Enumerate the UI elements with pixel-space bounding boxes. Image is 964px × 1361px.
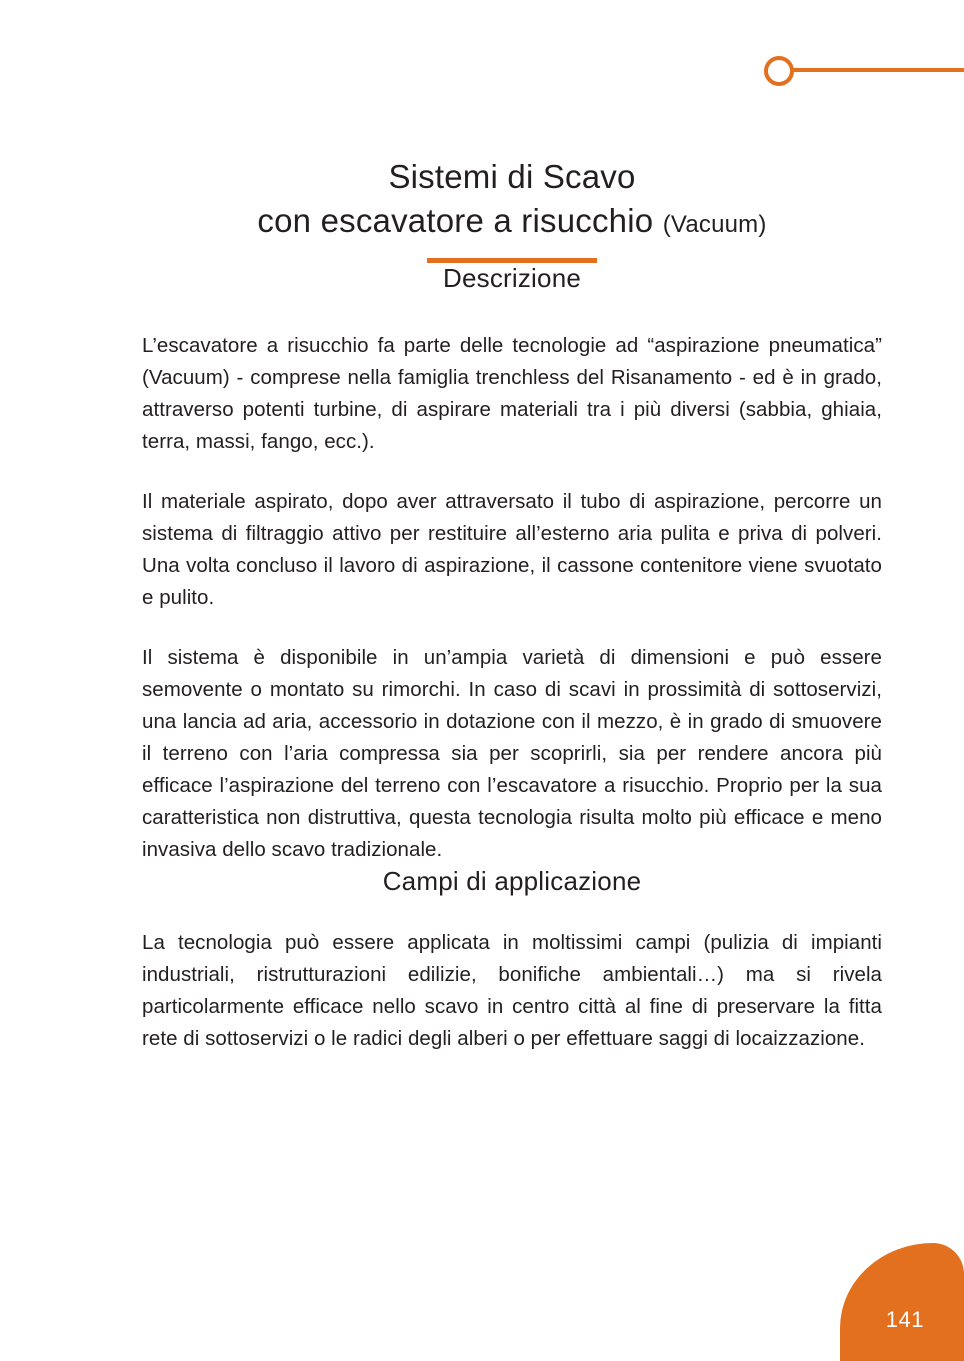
paragraph-descrizione-1: L’escavatore a risucchio fa parte delle tecnologie ad “aspirazione pneumatica” (Vacuum) - comprese nella famiglia trenchless del Risanamento - ed è in grado, attraverso potenti turbine, di aspirare materiali tra i più diversi (sabbia, ghiaia, terra, massi, fango, ecc.). xyxy=(142,334,882,453)
title-line-1: Sistemi di Scavo xyxy=(388,158,636,195)
paragraph-descrizione-3: Il sistema è disponibile in un’ampia varietà di dimensioni e può essere semovente o montato su rimorchi. In caso di scavi in prossimità di sottoservizi, una lancia ad aria, accessorio in dotazione con il mezzo, è in grado di smuovere il terreno con l’aria compressa sia per scoprirli, sia per rendere ancora più efficace l’aspirazione del terreno con l’escavatore a risucchio. Proprio per la sua caratteristica non distruttiva, questa tecnologia risulta molto più efficace e meno invasiva dello scavo tradizionale. xyxy=(142,645,882,861)
page-content xyxy=(142,0,882,1361)
paragraph-campi-1: La tecnologia può essere applicata in moltissimi campi (pulizia di impianti industriali, ristrutturazioni edilizie, bonifiche ambientali…) ma si rivela particolarmente efficace nello scavo in centro città al fine di preservare la fitta rete di sottoservizi o le radici degli alberi o per effettuare saggi di locaizzazione. xyxy=(142,930,882,1050)
paragraph-descrizione-2: Il materiale aspirato, dopo aver attraversato il tubo di aspirazione, percorre un sistema di filtraggio attivo per restituire all’esterno aria pulita e priva di polveri. Una volta concluso il lavoro di aspirazione, il cassone contenitore viene svuotato e pulito. xyxy=(142,489,882,609)
title-line-2-suffix: (Vacuum) xyxy=(662,210,767,238)
page-number: 141 xyxy=(885,1307,924,1332)
page-title xyxy=(142,155,882,263)
section-heading-descrizione: Descrizione xyxy=(442,263,582,294)
title-line-2 xyxy=(142,199,882,243)
title-line-2-main: con escavatore a risucchio xyxy=(257,201,654,239)
section-heading-campi-di-applicazione: Campi di applicazione xyxy=(382,865,642,896)
